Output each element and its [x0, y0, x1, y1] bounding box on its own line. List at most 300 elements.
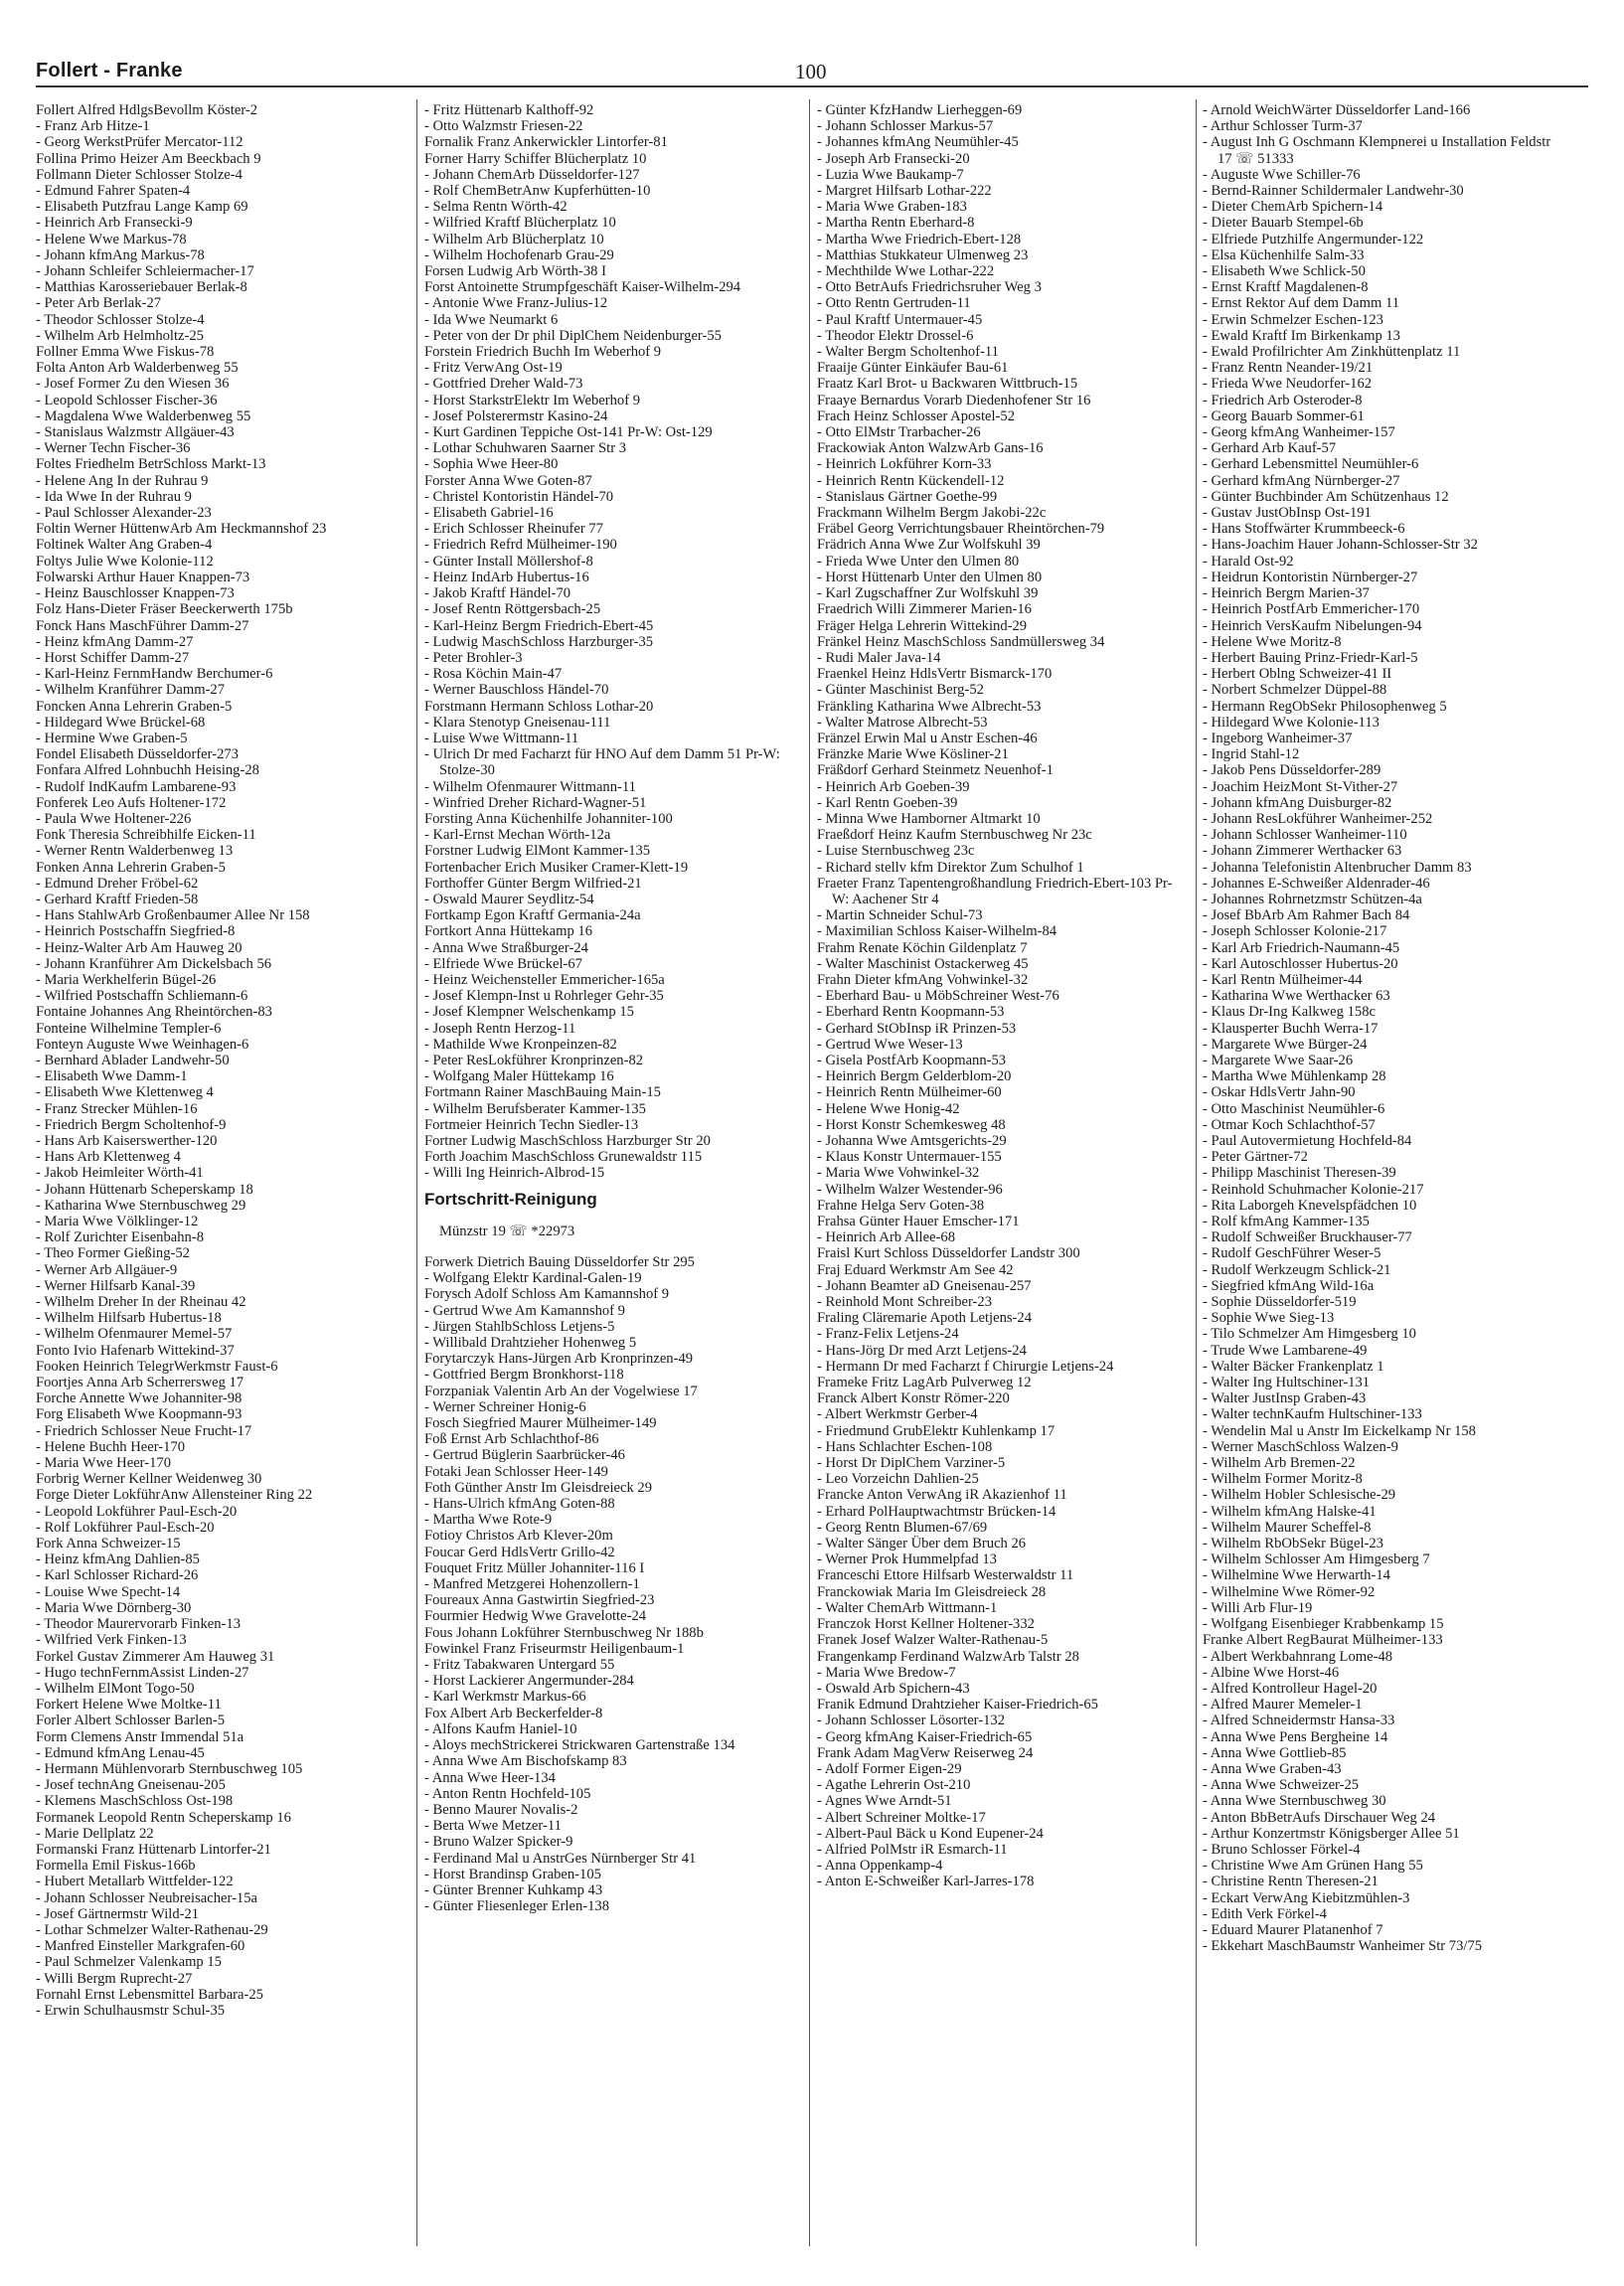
directory-entry: - Anna Wwe Am Bischofskamp 83 [424, 1753, 627, 1770]
directory-entry: - Heinz kfmAng Dahlien-85 [36, 1551, 200, 1568]
directory-entry: - Matthias Karosseriebauer Berlak-8 [36, 279, 247, 296]
directory-entry: - Georg WerkstPrüfer Mercator-112 [36, 134, 244, 151]
directory-entry: - Friedrich Refrd Mülheimer-190 [424, 537, 617, 554]
directory-entry: - Willi Ing Heinrich-Albrod-15 [424, 1165, 605, 1182]
directory-entry: - Johann Schleifer Schleiermacher-17 [36, 263, 254, 280]
directory-entry: Fornahl Ernst Lebensmittel Barbara-25 [36, 1986, 263, 2003]
directory-entry: Frahne Helga Serv Goten-38 [817, 1197, 985, 1214]
directory-entry: - Luzia Wwe Baukamp-7 [817, 166, 964, 183]
directory-entry: - Philipp Maschinist Theresen-39 [1203, 1165, 1396, 1182]
directory-entry: - Maria Wwe Graben-183 [817, 199, 967, 216]
directory-entry: - Margarete Wwe Bürger-24 [1203, 1036, 1368, 1053]
directory-entry: - Edmund Dreher Fröbel-62 [36, 875, 199, 892]
directory-entry: Foltinek Walter Ang Graben-4 [36, 537, 213, 554]
directory-entry: - Horst Schiffer Damm-27 [36, 649, 190, 666]
directory-entry: Francke Anton VerwAng iR Akazienhof 11 [817, 1487, 1067, 1504]
directory-entry: Forkel Gustav Zimmerer Am Hauweg 31 [36, 1648, 275, 1665]
directory-entry: - Friedrich Arb Osteroder-8 [1203, 392, 1363, 408]
directory-entry: - Hans Arb Klettenweg 4 [36, 1149, 181, 1166]
directory-entry: - Friedrich Bergm Scholtenhof-9 [36, 1116, 227, 1133]
directory-entry: Forner Harry Schiffer Blücherplatz 10 [424, 150, 647, 167]
running-head: Follert - Franke [36, 60, 183, 82]
directory-entry: Franceschi Ettore Hilfsarb Westerwaldstr 11 [817, 1567, 1074, 1584]
directory-entry: - Karl Zugschaffner Zur Wolfskuhl 39 [817, 585, 1039, 602]
directory-entry: Forstner Ludwig ElMont Kammer-135 [424, 843, 651, 860]
directory-entry: - Horst Dr DiplChem Varziner-5 [817, 1455, 1006, 1472]
directory-entry: - Martha Wwe Friedrich-Ebert-128 [817, 231, 1022, 247]
directory-entry: Frank Adam MagVerw Reiserweg 24 [817, 1744, 1034, 1761]
directory-entry: - Walter Matrose Albrecht-53 [817, 714, 988, 731]
column-divider [1196, 99, 1197, 2246]
directory-entry: - Sophie Wwe Sieg-13 [1203, 1310, 1335, 1327]
directory-entry: Frahn Dieter kfmAng Vohwinkel-32 [817, 971, 1029, 988]
directory-entry: - Heinrich Arb Fransecki-9 [36, 215, 193, 232]
directory-entry: Fortmann Rainer MaschBauing Main-15 [424, 1084, 661, 1101]
directory-entry: - Paul Schmelzer Valenkamp 15 [36, 1954, 222, 1971]
directory-entry: - Otto ElMstr Trarbacher-26 [817, 424, 981, 441]
directory-entry: Frameke Fritz LagArb Pulverweg 12 [817, 1375, 1032, 1391]
directory-entry: - Klemens MaschSchloss Ost-198 [36, 1793, 234, 1810]
directory-entry: - Rolf Lokführer Paul-Esch-20 [36, 1519, 215, 1536]
directory-entry: Forsting Anna Küchenhilfe Johanniter-100 [424, 810, 673, 827]
directory-entry: - Kurt Gardinen Teppiche Ost-141 Pr-W: Ost-129 [424, 424, 713, 441]
directory-entry: - Hildegard Wwe Kolonie-113 [1203, 714, 1380, 731]
directory-entry: Frädrich Anna Wwe Zur Wolfskuhl 39 [817, 537, 1041, 554]
directory-entry: Foortjes Anna Arb Scherrersweg 17 [36, 1375, 244, 1391]
directory-entry: Fraenkel Heinz HdlsVertr Bismarck-170 [817, 666, 1053, 683]
directory-entry: - Leo Vorzeichn Dahlien-25 [817, 1471, 979, 1488]
directory-entry: - Rudolf Werkzeugm Schlick-21 [1203, 1261, 1391, 1278]
directory-entry: - Manfred Metzgerei Hohenzollern-1 [424, 1576, 640, 1593]
directory-entry: - Antonie Wwe Franz-Julius-12 [424, 295, 608, 312]
directory-entry: - Klaus Dr-Ing Kalkweg 158c [1203, 1004, 1376, 1021]
directory-entry: Folta Anton Arb Walderbenweg 55 [36, 360, 239, 377]
directory-entry: - Joachim HeizMont St-Vither-27 [1203, 778, 1398, 795]
directory-entry: - Marie Dellplatz 22 [36, 1825, 154, 1842]
directory-entry: - Agathe Lehrerin Ost-210 [817, 1777, 971, 1794]
directory-entry: - Karl Rentn Goeben-39 [817, 794, 958, 811]
directory-entry: - Johann Schlosser Markus-57 [817, 118, 994, 135]
directory-entry: Fotaki Jean Schlosser Heer-149 [424, 1463, 608, 1480]
directory-entry: - Martha Rentn Eberhard-8 [817, 215, 975, 232]
directory-entry: - Franz-Felix Letjens-24 [817, 1326, 959, 1343]
directory-entry: - Anton E-Schweißer Karl-Jarres-178 [817, 1874, 1035, 1890]
directory-entry: Frahm Renate Köchin Gildenplatz 7 [817, 939, 1028, 956]
directory-entry: Forler Albert Schlosser Barlen-5 [36, 1713, 226, 1729]
directory-entry: - Norbert Schmelzer Düppel-88 [1203, 682, 1387, 699]
directory-entry: - Wilhelmine Wwe Herwarth-14 [1203, 1567, 1390, 1584]
directory-entry: Münzstr 19 ☏ *22973 [439, 1224, 575, 1240]
directory-entry: - Ida Wwe Neumarkt 6 [424, 311, 559, 328]
directory-entry: - Josef technAng Gneisenau-205 [36, 1777, 226, 1794]
directory-entry: - Karl-Ernst Mechan Wörth-12a [424, 827, 611, 844]
directory-entry: Fox Albert Arb Beckerfelder-8 [424, 1705, 603, 1721]
directory-entry: - Klara Stenotyp Gneisenau-111 [424, 714, 611, 731]
directory-entry: - Günter Maschinist Berg-52 [817, 682, 984, 699]
directory-entry: - Martha Wwe Mühlenkamp 28 [1203, 1068, 1386, 1085]
directory-entry: - Werner Techn Fischer-36 [36, 440, 191, 457]
directory-entry: - Johannes kfmAng Neumühler-45 [817, 134, 1019, 151]
directory-entry: - Horst StarkstrElektr Im Weberhof 9 [424, 392, 641, 408]
directory-entry: - Fritz Tabakwaren Untergard 55 [424, 1657, 615, 1674]
directory-entry: Foncken Anna Lehrerin Graben-5 [36, 698, 233, 715]
directory-entry: Fränkling Katharina Wwe Albrecht-53 [817, 698, 1042, 715]
directory-entry: - Bernd-Rainner Schildermaler Landwehr-30 [1203, 183, 1464, 200]
directory-entry: - Christine Wwe Am Grünen Hang 55 [1203, 1858, 1423, 1875]
directory-entry: - Walter ChemArb Wittmann-1 [817, 1599, 998, 1616]
directory-entry: - Arnold WeichWärter Düsseldorfer Land-166 [1203, 102, 1471, 118]
directory-entry: - Horst Konstr Schemkesweg 48 [817, 1116, 1006, 1133]
directory-entry: Fous Johann Lokführer Sternbuschweg Nr 188b [424, 1624, 704, 1641]
directory-entry: Fräbel Georg Verrichtungsbauer Rheintörchen-79 [817, 521, 1105, 538]
directory-entry: - Alfred Kontrolleur Hagel-20 [1203, 1680, 1378, 1697]
directory-entry: - Eberhard Rentn Koopmann-53 [817, 1004, 1005, 1021]
directory-entry: Follner Emma Wwe Fiskus-78 [36, 344, 215, 361]
directory-entry: - Peter ResLokführer Kronprinzen-82 [424, 1052, 644, 1068]
directory-entry: - Werner Hilfsarb Kanal-39 [36, 1277, 196, 1294]
directory-entry: - Siegfried kfmAng Wild-16a [1203, 1277, 1375, 1294]
directory-entry: Fondel Elisabeth Düsseldorfer-273 [36, 746, 239, 763]
directory-entry: - Lothar Schuhwaren Saarner Str 3 [424, 440, 627, 457]
directory-entry: - Johanna Wwe Amtsgerichts-29 [817, 1133, 1007, 1149]
directory-entry: - Gertrud Wwe Am Kamannshof 9 [424, 1302, 625, 1319]
directory-entry: - Karl Schlosser Richard-26 [36, 1567, 199, 1584]
directory-entry: - Anton Rentn Hochfeld-105 [424, 1785, 591, 1802]
directory-entry: Frackowiak Anton WalzwArb Gans-16 [817, 440, 1044, 457]
directory-entry: - Günter Buchbinder Am Schützenhaus 12 [1203, 488, 1449, 505]
directory-entry: - Peter Gärtner-72 [1203, 1149, 1308, 1166]
directory-entry: - Albine Wwe Horst-46 [1203, 1664, 1340, 1681]
directory-entry: - Franz Rentn Neander-19/21 [1203, 360, 1374, 377]
directory-entry: - Herbert Oblng Schweizer-41 II [1203, 666, 1392, 683]
directory-entry: - Helene Wwe Moritz-8 [1203, 633, 1342, 650]
directory-entry: Fonck Hans MaschFührer Damm-27 [36, 617, 249, 634]
directory-entry: - Otmar Koch Schlachthof-57 [1203, 1116, 1376, 1133]
directory-entry: - Albert Werkbahnrang Lome-48 [1203, 1648, 1393, 1665]
directory-entry: Forsen Ludwig Arb Wörth-38 I [424, 263, 606, 280]
directory-entry: Franik Edmund Drahtzieher Kaiser-Friedrich-65 [817, 1697, 1098, 1714]
directory-entry: - Werner Bauschloss Händel-70 [424, 682, 609, 699]
directory-entry: - Hermann RegObSekr Philosophenweg 5 [1203, 698, 1447, 715]
directory-entry: - Wilhelm Arb Bremen-22 [1203, 1455, 1356, 1472]
directory-entry: - Johann Kranführer Am Dickelsbach 56 [36, 955, 272, 972]
directory-entry: - Elisabeth Wwe Schlick-50 [1203, 263, 1366, 280]
directory-entry: - Agnes Wwe Arndt-51 [817, 1793, 952, 1810]
directory-entry: - Elisabeth Wwe Damm-1 [36, 1068, 188, 1085]
directory-entry: - Edith Verk Förkel-4 [1203, 1905, 1327, 1922]
directory-entry: - Johannes Rohrnetzmstr Schützen-4a [1203, 891, 1422, 907]
directory-entry: - Maria Wwe Vohwinkel-32 [817, 1165, 980, 1182]
directory-entry: Foureaux Anna Gastwirtin Siegfried-23 [424, 1592, 655, 1609]
directory-entry: - Joseph Rentn Herzog-11 [424, 1020, 576, 1037]
directory-entry: Fortmeier Heinrich Techn Siedler-13 [424, 1116, 639, 1133]
directory-entry: - Wilhelm Former Moritz-8 [1203, 1471, 1363, 1488]
directory-entry: - August Inh G Oschmann Klempnerei u Installation Feldstr 17 ☏ 51333 [1203, 134, 1551, 167]
directory-entry: - Harald Ost-92 [1203, 553, 1294, 570]
directory-entry: - Georg kfmAng Wanheimer-157 [1203, 424, 1395, 441]
directory-entry: - Josef Polsterermstr Kasino-24 [424, 408, 608, 424]
directory-entry: - Wilfried Kraftf Blücherplatz 10 [424, 215, 616, 232]
column-divider [416, 99, 417, 2246]
directory-entry: Fortkamp Egon Kraftf Germania-24a [424, 907, 641, 924]
directory-entry: - Josef Former Zu den Wiesen 36 [36, 376, 230, 393]
directory-entry: - Karl Autoschlosser Hubertus-20 [1203, 955, 1398, 972]
directory-entry: Fortner Ludwig MaschSchloss Harzburger Str 20 [424, 1133, 711, 1149]
directory-entry: - Johann Schlosser Wanheimer-110 [1203, 827, 1407, 844]
directory-entry: - Karl Rentn Mülheimer-44 [1203, 971, 1363, 988]
directory-entry: - Aloys mechStrickerei Strickwaren Gartenstraße 134 [424, 1737, 735, 1754]
directory-entry: Fraeßdorf Heinz Kaufm Sternbuschweg Nr 23c [817, 827, 1092, 844]
directory-entry: - Ingeborg Wanheimer-37 [1203, 730, 1353, 746]
directory-entry: - Wilhelm Walzer Westender-96 [817, 1181, 1003, 1198]
directory-entry: - Heinz-Walter Arb Am Hauweg 20 [36, 939, 243, 956]
directory-entry: - Lothar Schmelzer Walter-Rathenau-29 [36, 1921, 268, 1938]
directory-entry: - Maria Wwe Heer-170 [36, 1455, 171, 1472]
directory-entry: - Anna Wwe Schweizer-25 [1203, 1777, 1360, 1794]
directory-entry: - Wilhelm Berufsberater Kammer-135 [424, 1100, 646, 1117]
directory-entry: - Wilhelm Hilfsarb Hubertus-18 [36, 1310, 222, 1327]
directory-entry: - Ulrich Dr med Facharzt für HNO Auf dem Damm 51 Pr-W: Stolze-30 [424, 746, 780, 779]
directory-entry: Fonk Theresia Schreibhilfe Eicken-11 [36, 827, 256, 844]
directory-entry: Fotioy Christos Arb Klever-20m [424, 1528, 613, 1545]
directory-entry: Fräger Helga Lehrerin Wittekind-29 [817, 617, 1028, 634]
directory-entry: Franke Albert RegBaurat Mülheimer-133 [1203, 1632, 1443, 1649]
directory-entry: - Benno Maurer Novalis-2 [424, 1801, 578, 1818]
section-heading: Fortschritt-Reinigung [424, 1189, 597, 1209]
directory-entry: Forth Joachim MaschSchloss Grunewaldstr 115 [424, 1149, 703, 1166]
directory-entry: Fooken Heinrich TelegrWerkmstr Faust-6 [36, 1358, 278, 1375]
directory-entry: - Ernst Kraftf Magdalenen-8 [1203, 279, 1369, 296]
directory-entry: Franek Josef Walzer Walter-Rathenau-5 [817, 1632, 1049, 1649]
directory-entry: - Wolfgang Eisenbieger Krabbenkamp 15 [1203, 1616, 1444, 1633]
directory-entry: - Heinrich Rentn Kückendell-12 [817, 472, 1005, 489]
directory-entry: - Theodor Schlosser Stolze-4 [36, 311, 205, 328]
directory-entry: - Joseph Schlosser Kolonie-217 [1203, 923, 1387, 940]
directory-entry: - Willi Arb Flur-19 [1203, 1599, 1313, 1616]
directory-entry: Forbrig Werner Kellner Weidenweg 30 [36, 1471, 262, 1488]
directory-entry: - Günter KfzHandw Lierheggen-69 [817, 102, 1023, 118]
directory-entry: - Rudolf GeschFührer Weser-5 [1203, 1245, 1381, 1262]
column-1 [36, 102, 402, 2019]
directory-entry: - Johann kfmAng Markus-78 [36, 246, 205, 263]
directory-entry: - Arthur Konzertmstr Königsberger Allee 51 [1203, 1825, 1460, 1842]
directory-entry: - Ewald Kraftf Im Birkenkamp 13 [1203, 327, 1400, 344]
directory-entry: - Horst Hüttenarb Unter den Ulmen 80 [817, 569, 1043, 585]
directory-entry: - Josef Klempner Welschenkamp 15 [424, 1004, 634, 1021]
directory-entry: - Dieter ChemArb Spichern-14 [1203, 199, 1383, 216]
directory-entry: - Gottfried Dreher Wald-73 [424, 376, 583, 393]
directory-entry: - Eberhard Bau- u MöbSchreiner West-76 [817, 988, 1059, 1005]
directory-entry: - Josef Gärtnermstr Wild-21 [36, 1905, 200, 1922]
directory-entry: - Gottfried Bergm Bronkhorst-118 [424, 1367, 624, 1384]
directory-entry: - Christine Rentn Theresen-21 [1203, 1874, 1379, 1890]
directory-entry: - Rudolf Schweißer Bruckhauser-77 [1203, 1229, 1412, 1246]
directory-entry: Fonferek Leo Aufs Holtener-172 [36, 794, 227, 811]
directory-entry: Fortkort Anna Hüttekamp 16 [424, 923, 593, 940]
directory-entry: - Friedmund GrubElektr Kuhlenkamp 17 [817, 1422, 1056, 1439]
directory-entry: - Anna Wwe Sternbuschweg 30 [1203, 1793, 1386, 1810]
directory-entry: - Willibald Drahtzieher Hohenweg 5 [424, 1335, 637, 1352]
directory-entry: - Paul Kraftf Untermauer-45 [817, 311, 983, 328]
column-3 [817, 102, 1183, 1890]
directory-entry: - Heinz IndArb Hubertus-16 [424, 569, 589, 585]
directory-entry: - Werner Arb Allgäuer-9 [36, 1261, 178, 1278]
directory-entry: - Richard stellv kfm Direktor Zum Schulhof 1 [817, 859, 1084, 876]
directory-entry: - Tilo Schmelzer Am Himgesberg 10 [1203, 1326, 1416, 1343]
directory-entry: - Alfred Maurer Memeler-1 [1203, 1697, 1363, 1714]
directory-entry: - Christel Kontoristin Händel-70 [424, 488, 614, 505]
directory-entry: - Otto Maschinist Neumühler-6 [1203, 1100, 1385, 1117]
directory-entry: - Manfred Einsteller Markgrafen-60 [36, 1938, 245, 1955]
directory-entry: - Wilhelm RbObSekr Bügel-23 [1203, 1536, 1383, 1552]
directory-entry: - Ernst Rektor Auf dem Damm 11 [1203, 295, 1400, 312]
directory-entry: - Auguste Wwe Schiller-76 [1203, 166, 1361, 183]
directory-entry: - Theodor Elektr Drossel-6 [817, 327, 974, 344]
directory-entry: - Heinrich PostfArb Emmericher-170 [1203, 601, 1420, 618]
directory-entry: - Wilhelm Dreher In der Rheinau 42 [36, 1294, 246, 1311]
directory-entry: Franckowiak Maria Im Gleisdreieck 28 [817, 1583, 1047, 1600]
directory-entry: - Minna Wwe Hamborner Altmarkt 10 [817, 810, 1041, 827]
directory-entry: Fontaine Johannes Ang Rheintörchen-83 [36, 1004, 272, 1021]
directory-entry: Foß Ernst Arb Schlachthof-86 [424, 1431, 599, 1448]
directory-entry: - Horst Brandinsp Graben-105 [424, 1866, 601, 1882]
directory-entry: - Frieda Wwe Unter den Ulmen 80 [817, 553, 1020, 570]
directory-entry: - Theodor Maurervorarb Finken-13 [36, 1616, 242, 1633]
directory-entry: - Karl Werkmstr Markus-66 [424, 1689, 586, 1706]
directory-entry: - Georg kfmAng Kaiser-Friedrich-65 [817, 1728, 1033, 1745]
directory-entry: - Franz Arb Hitze-1 [36, 118, 150, 135]
directory-entry: - Rita Laborgeh Knevelspfädchen 10 [1203, 1197, 1417, 1214]
directory-entry: - Elisabeth Gabriel-16 [424, 505, 554, 522]
directory-entry: Frackmann Wilhelm Bergm Jakobi-22c [817, 505, 1047, 522]
directory-entry: - Wolfgang Elektr Kardinal-Galen-19 [424, 1270, 642, 1287]
directory-entry: - Anna Wwe Straßburger-24 [424, 939, 588, 956]
directory-entry: - Winfried Dreher Richard-Wagner-51 [424, 794, 647, 811]
directory-entry: - Katharina Wwe Sternbuschweg 29 [36, 1197, 246, 1214]
directory-entry: - Werner Schreiner Honig-6 [424, 1398, 586, 1415]
directory-entry: Folz Hans-Dieter Fräser Beeckerwerth 175b [36, 601, 293, 618]
directory-entry: - Elfriede Wwe Brückel-67 [424, 955, 582, 972]
directory-entry: - Gerhard StObInsp iR Prinzen-53 [817, 1020, 1017, 1037]
directory-entry: Forstmann Hermann Schloss Lothar-20 [424, 698, 654, 715]
directory-entry: - Magdalena Wwe Walderbenweg 55 [36, 408, 251, 424]
directory-entry: - Ekkehart MaschBaumstr Wanheimer Str 73/75 [1203, 1938, 1483, 1955]
directory-entry: Fraling Cläremarie Apoth Letjens-24 [817, 1310, 1033, 1327]
directory-entry: - Walter Maschinist Ostackerweg 45 [817, 955, 1029, 972]
directory-entry: Fraisl Kurt Schloss Düsseldorfer Landstr 300 [817, 1245, 1080, 1262]
directory-entry: - Anna Wwe Gottlieb-85 [1203, 1744, 1347, 1761]
column-4 [1203, 102, 1568, 1954]
directory-entry: - Erwin Schmelzer Eschen-123 [1203, 311, 1383, 328]
directory-entry: - Wilhelm ElMont Togo-50 [36, 1680, 195, 1697]
directory-entry: - Hermine Wwe Graben-5 [36, 730, 188, 746]
directory-entry: - Elsa Küchenhilfe Salm-33 [1203, 246, 1365, 263]
directory-entry: - Selma Rentn Wörth-42 [424, 199, 568, 216]
directory-entry: - Gustav JustObInsp Ost-191 [1203, 505, 1372, 522]
directory-entry: Fonteine Wilhelmine Templer-6 [36, 1020, 222, 1037]
directory-entry: - Wilhelm Schlosser Am Himgesberg 7 [1203, 1551, 1430, 1568]
directory-entry: - Wilhelm kfmAng Halske-41 [1203, 1503, 1377, 1520]
directory-entry: Foltes Friedhelm BetrSchloss Markt-13 [36, 456, 266, 473]
directory-entry: - Herbert Bauing Prinz-Friedr-Karl-5 [1203, 649, 1418, 666]
directory-entry: Forge Dieter LokführAnw Allensteiner Ring 22 [36, 1487, 313, 1504]
directory-entry: - Elfriede Putzhilfe Angermunder-122 [1203, 231, 1424, 247]
directory-entry: - Josef BbArb Am Rahmer Bach 84 [1203, 907, 1410, 924]
directory-entry: Forzpaniak Valentin Arb An der Vogelwiese 17 [424, 1383, 698, 1399]
directory-entry: - Jakob Kraftf Händel-70 [424, 585, 571, 602]
directory-entry: - Mechthilde Wwe Lothar-222 [817, 263, 995, 280]
directory-entry: - Leopold Lokführer Paul-Esch-20 [36, 1503, 238, 1520]
directory-entry: - Wilhelm Hobler Schlesische-29 [1203, 1487, 1396, 1504]
directory-entry: - Peter Arb Berlak-27 [36, 295, 162, 312]
directory-entry: - Gerhard Kraftf Frieden-58 [36, 891, 199, 907]
directory-entry: - Gerhard Arb Kauf-57 [1203, 440, 1337, 457]
directory-entry: - Dieter Bauarb Stempel-6b [1203, 215, 1364, 232]
directory-entry: - Arthur Schlosser Turm-37 [1203, 118, 1363, 135]
directory-entry: - Matthias Stukkateur Ulmenweg 23 [817, 246, 1029, 263]
directory-entry: - Werner MaschSchloss Walzen-9 [1203, 1438, 1398, 1455]
directory-entry: - Helene Buchh Heer-170 [36, 1438, 186, 1455]
directory-entry: - Margarete Wwe Saar-26 [1203, 1052, 1354, 1068]
directory-entry: - Hans Stoffwärter Krummbeeck-6 [1203, 521, 1405, 538]
directory-entry: - Walter Bergm Scholtenhof-11 [817, 344, 999, 361]
directory-entry: Foltin Werner HüttenwArb Am Heckmannshof 23 [36, 521, 327, 538]
directory-entry: - Johann ResLokführer Wanheimer-252 [1203, 810, 1433, 827]
directory-entry: - Eckart VerwAng Kiebitzmühlen-3 [1203, 1889, 1410, 1906]
directory-entry: Fouquet Fritz Müller Johanniter-116 I [424, 1559, 645, 1576]
directory-entry: - Gertrud Wwe Weser-13 [817, 1036, 963, 1053]
directory-entry: - Heinrich Bergm Gelderblom-20 [817, 1068, 1012, 1085]
directory-entry: - Karl-Heinz Bergm Friedrich-Ebert-45 [424, 617, 654, 634]
directory-entry: - Heinz kfmAng Damm-27 [36, 633, 194, 650]
directory-entry: - Heinz Weichensteller Emmericher-165a [424, 971, 665, 988]
directory-entry: - Peter Brohler-3 [424, 649, 523, 666]
directory-entry: - Elisabeth Wwe Klettenweg 4 [36, 1084, 214, 1101]
directory-entry: - Peter von der Dr phil DiplChem Neidenburger-55 [424, 327, 722, 344]
directory-entry: Fraj Eduard Werkmstr Am See 42 [817, 1261, 1014, 1278]
directory-entry: Fortenbacher Erich Musiker Cramer-Klett-19 [424, 859, 689, 876]
directory-entry: - Helene Wwe Honig-42 [817, 1100, 960, 1117]
directory-entry: Forg Elisabeth Wwe Koopmann-93 [36, 1406, 243, 1423]
directory-entry: Forst Antoinette Strumpfgeschäft Kaiser-Wilhelm-294 [424, 279, 741, 296]
directory-entry: - Walter JustInsp Graben-43 [1203, 1390, 1367, 1407]
directory-entry: - Otto Rentn Gertruden-11 [817, 295, 971, 312]
directory-entry: - Johann Zimmerer Werthacker 63 [1203, 843, 1402, 860]
directory-entry: - Johannes E-Schweißer Aldenrader-46 [1203, 875, 1430, 892]
directory-entry: - Anna Wwe Graben-43 [1203, 1760, 1342, 1777]
directory-entry: - Hildegard Wwe Brückel-68 [36, 714, 206, 731]
directory-entry: Fosch Siegfried Maurer Mülheimer-149 [424, 1415, 657, 1432]
directory-entry: - Jakob Heimleiter Wörth-41 [36, 1165, 204, 1182]
directory-entry: - Heinz Bauschlosser Knappen-73 [36, 585, 235, 602]
directory-entry: - Oskar HdlsVertr Jahn-90 [1203, 1084, 1356, 1101]
directory-entry: - Karl Arb Friedrich-Naumann-45 [1203, 939, 1400, 956]
directory-entry: - Anna Wwe Pens Bergheine 14 [1203, 1728, 1388, 1745]
directory-entry: Fraatz Karl Brot- u Backwaren Wittbruch-15 [817, 376, 1078, 393]
directory-entry: - Wilhelm Ofenmaurer Memel-57 [36, 1326, 233, 1343]
directory-entry: - Rolf Zurichter Eisenbahn-8 [36, 1229, 204, 1246]
directory-entry: Fränzel Erwin Mal u Anstr Eschen-46 [817, 730, 1038, 746]
directory-entry: - Gertrud Büglerin Saarbrücker-46 [424, 1447, 625, 1464]
directory-entry: - Hermann Mühlenvorarb Sternbuschweg 105 [36, 1760, 303, 1777]
directory-entry: - Alfons Kaufm Haniel-10 [424, 1720, 577, 1737]
directory-entry: - Anna Wwe Heer-134 [424, 1769, 556, 1786]
directory-entry: Fonken Anna Lehrerin Graben-5 [36, 859, 226, 876]
directory-entry: - Eduard Maurer Platanenhof 7 [1203, 1921, 1383, 1938]
directory-entry: Forwerk Dietrich Bauing Düsseldorfer Str 295 [424, 1254, 695, 1270]
directory-entry: - Helene Wwe Markus-78 [36, 231, 187, 247]
directory-entry: - Heinrich Bergm Marien-37 [1203, 585, 1370, 602]
